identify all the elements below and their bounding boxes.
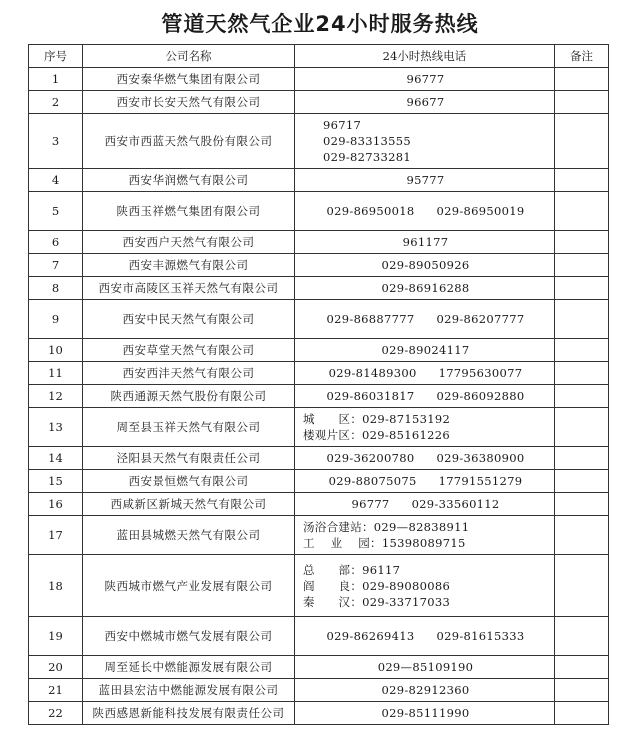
table-row: [29, 300, 609, 339]
hotline-number: 029-82912360: [381, 683, 470, 697]
hotline-cell: [295, 192, 555, 231]
table-body: [29, 68, 609, 725]
hotline-number: 029-89024117: [381, 343, 470, 357]
company-name: 西安西户天然气有限公司: [83, 231, 295, 254]
table-row: [29, 91, 609, 114]
table-row: [29, 254, 609, 277]
company-name: 西安西沣天然气有限公司: [83, 362, 295, 385]
header-index: 序号: [29, 45, 83, 68]
row-index: 2: [29, 91, 83, 114]
notes-cell: [555, 679, 609, 702]
hotline-number: 029-83313555: [323, 134, 411, 148]
company-name: 蓝田县城燃天然气有限公司: [83, 516, 295, 555]
company-name: 西安中燃城市燃气发展有限公司: [83, 617, 295, 656]
row-index: 13: [29, 408, 83, 447]
hotline-cell: [295, 679, 555, 702]
table-row: [29, 493, 609, 516]
hotline-number: 029-88075075: [328, 474, 417, 488]
row-index: 4: [29, 169, 83, 192]
notes-cell: [555, 555, 609, 617]
company-name: 西安市高陵区玉祥天然气有限公司: [83, 277, 295, 300]
notes-cell: [555, 339, 609, 362]
hotline-number: 961177: [402, 235, 449, 249]
table-row: [29, 617, 609, 656]
hotline-cell: [295, 68, 555, 91]
hotline-number: 029-86950019: [436, 204, 525, 218]
table-row: [29, 192, 609, 231]
hotline-number: 029-86887777: [326, 312, 415, 326]
company-name: 蓝田县宏洁中燃能源发展有限公司: [83, 679, 295, 702]
table-row: [29, 470, 609, 493]
hotline-number: 96777: [406, 72, 445, 86]
page-title: 管道天然气企业24小时服务热线: [161, 12, 479, 36]
row-index: 3: [29, 114, 83, 169]
hotline-cell: [295, 339, 555, 362]
company-name: 西安华润燃气有限公司: [83, 169, 295, 192]
hotline-cell: [295, 385, 555, 408]
hotline-cell: [295, 408, 555, 447]
company-name: 周至延长中燃能源发展有限公司: [83, 656, 295, 679]
notes-cell: [555, 68, 609, 91]
hotline-number: 029-86207777: [436, 312, 525, 326]
table-row: [29, 277, 609, 300]
company-name: 周至县玉祥天然气有限公司: [83, 408, 295, 447]
company-name: 西安中民天然气有限公司: [83, 300, 295, 339]
hotline-number: 029-81489300: [328, 366, 417, 380]
hotline-number: 029-33560112: [411, 497, 500, 511]
company-name: 西安市西蓝天然气股份有限公司: [83, 114, 295, 169]
table-row: [29, 231, 609, 254]
company-name: 西安丰源燃气有限公司: [83, 254, 295, 277]
notes-cell: [555, 114, 609, 169]
hotline-number: 工 业 园：15398089715: [303, 536, 466, 550]
hotline-number: 17791551279: [438, 474, 523, 488]
hotline-number: 029-36380900: [436, 451, 525, 465]
hotline-number: 029-36200780: [326, 451, 415, 465]
company-name: 陕西城市燃气产业发展有限公司: [83, 555, 295, 617]
hotline-number: 029-86092880: [436, 389, 525, 403]
table-row: [29, 516, 609, 555]
row-index: 1: [29, 68, 83, 91]
hotline-number: 阎 良：029-89080086: [303, 578, 451, 593]
hotline-number: 总 部：96117: [303, 562, 401, 577]
row-index: 8: [29, 277, 83, 300]
notes-cell: [555, 493, 609, 516]
notes-cell: [555, 702, 609, 725]
hotline-number: 95777: [406, 173, 445, 187]
hotline-cell: [295, 254, 555, 277]
hotline-table: [28, 44, 609, 725]
table-row: [29, 114, 609, 169]
company-name: 陕西玉祥燃气集团有限公司: [83, 192, 295, 231]
hotline-number: 029-86950018: [326, 204, 415, 218]
notes-cell: [555, 254, 609, 277]
hotline-number: 029—85109190: [377, 660, 474, 674]
row-index: 21: [29, 679, 83, 702]
row-index: 20: [29, 656, 83, 679]
company-name: 西安草堂天然气有限公司: [83, 339, 295, 362]
table-row: [29, 408, 609, 447]
row-index: 5: [29, 192, 83, 231]
notes-cell: [555, 516, 609, 555]
hotline-number: 029-89050926: [381, 258, 470, 272]
company-name: 泾阳县天然气有限责任公司: [83, 447, 295, 470]
table-row: [29, 169, 609, 192]
row-index: 18: [29, 555, 83, 617]
notes-cell: [555, 91, 609, 114]
notes-cell: [555, 362, 609, 385]
hotline-cell: [295, 169, 555, 192]
hotline-cell: [295, 277, 555, 300]
hotline-number: 96677: [406, 95, 445, 109]
hotline-cell: [295, 114, 555, 169]
notes-cell: [555, 447, 609, 470]
hotline-cell: [295, 555, 555, 617]
hotline-cell: [295, 516, 555, 555]
row-index: 11: [29, 362, 83, 385]
hotline-number: 029-82733281: [323, 150, 411, 164]
table-row: [29, 679, 609, 702]
table-row: [29, 385, 609, 408]
row-index: 9: [29, 300, 83, 339]
hotline-cell: [295, 702, 555, 725]
hotline-cell: [295, 447, 555, 470]
hotline-number: 029-86269413: [326, 629, 415, 643]
row-index: 10: [29, 339, 83, 362]
row-index: 15: [29, 470, 83, 493]
table-row: [29, 362, 609, 385]
hotline-cell: [295, 231, 555, 254]
hotline-number: 029-86031817: [326, 389, 415, 403]
row-index: 12: [29, 385, 83, 408]
hotline-cell: [295, 617, 555, 656]
row-index: 6: [29, 231, 83, 254]
header-row: [29, 45, 609, 68]
hotline-number: 汤浴合建站：029—82838911: [303, 520, 470, 534]
hotline-number: 17795630077: [438, 366, 523, 380]
hotline-number: 029-86916288: [381, 281, 470, 295]
hotline-number: 城 区：029-87153192: [303, 412, 451, 426]
company-name: 陕西通源天然气股份有限公司: [83, 385, 295, 408]
hotline-cell: [295, 362, 555, 385]
row-index: 17: [29, 516, 83, 555]
notes-cell: [555, 470, 609, 493]
company-name: 西安市长安天然气有限公司: [83, 91, 295, 114]
hotline-cell: [295, 656, 555, 679]
company-name: 西咸新区新城天然气有限公司: [83, 493, 295, 516]
table-row: [29, 555, 609, 617]
table-row: [29, 447, 609, 470]
hotline-number: 029-85111990: [381, 706, 470, 720]
row-index: 22: [29, 702, 83, 725]
header-notes: 备注: [555, 45, 609, 68]
row-index: 19: [29, 617, 83, 656]
notes-cell: [555, 277, 609, 300]
table-row: [29, 656, 609, 679]
hotline-cell: [295, 470, 555, 493]
table-row: [29, 702, 609, 725]
company-name: 西安秦华燃气集团有限公司: [83, 68, 295, 91]
notes-cell: [555, 408, 609, 447]
row-index: 14: [29, 447, 83, 470]
table-row: [29, 339, 609, 362]
header-company: 公司名称: [83, 45, 295, 68]
hotline-number: 秦 汉：029-33717033: [303, 594, 451, 609]
notes-cell: [555, 169, 609, 192]
header-hotline: 24小时热线电话: [295, 45, 555, 68]
company-name: 陕西感恩新能科技发展有限责任公司: [83, 702, 295, 725]
hotline-number: 96717: [323, 118, 362, 132]
row-index: 7: [29, 254, 83, 277]
notes-cell: [555, 300, 609, 339]
notes-cell: [555, 192, 609, 231]
hotline-number: 029-81615333: [436, 629, 525, 643]
hotline-number: 96777: [351, 497, 390, 511]
company-name: 西安景恒燃气有限公司: [83, 470, 295, 493]
hotline-cell: [295, 300, 555, 339]
hotline-cell: [295, 91, 555, 114]
notes-cell: [555, 617, 609, 656]
table-row: [29, 68, 609, 91]
row-index: 16: [29, 493, 83, 516]
notes-cell: [555, 385, 609, 408]
notes-cell: [555, 231, 609, 254]
hotline-number: 楼观片区：029-85161226: [303, 428, 450, 442]
notes-cell: [555, 656, 609, 679]
hotline-cell: [295, 493, 555, 516]
